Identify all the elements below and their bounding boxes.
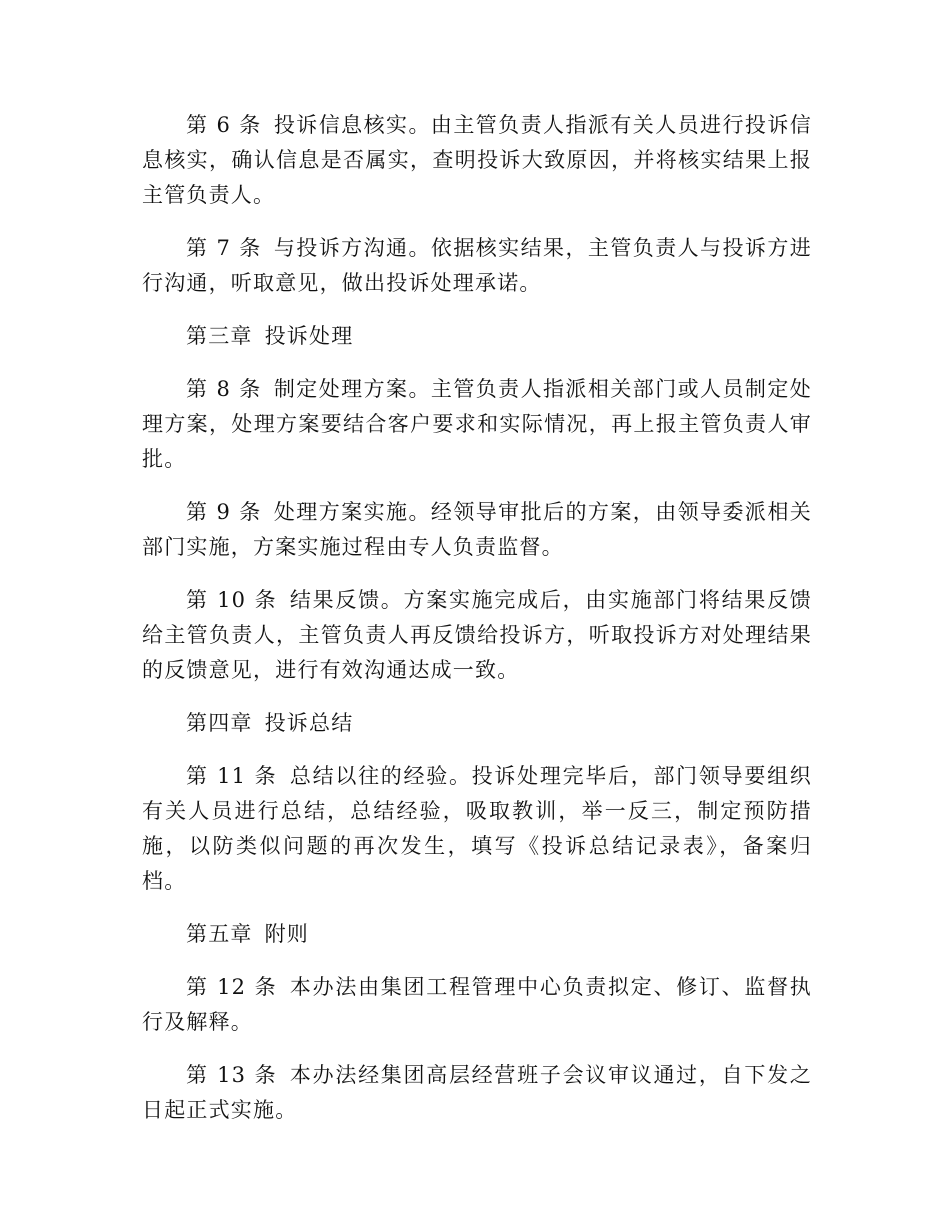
article-11: [142, 759, 812, 899]
article-10: [142, 583, 812, 688]
article-12: [142, 970, 812, 1040]
chapter-3-heading: [142, 319, 812, 354]
chapter-5-heading: [142, 917, 812, 952]
article-text: 本办法由集团工程管理中心负责拟定、修订、监督执行及解释。: [142, 975, 812, 1034]
chapter-label: 第三章: [186, 324, 253, 348]
article-label: 第 13 条: [186, 1063, 278, 1087]
article-label: 第 9 条: [186, 500, 262, 524]
article-label: 第 12 条: [186, 975, 278, 999]
article-8: [142, 372, 812, 477]
article-text: 处理方案实施。经领导审批后的方案，由领导委派相关部门实施，方案实施过程由专人负责监督。: [142, 500, 812, 559]
article-label: 第 7 条: [186, 236, 262, 260]
article-6: [142, 108, 812, 213]
chapter-title: 附则: [264, 922, 310, 946]
article-label: 第 8 条: [186, 377, 262, 401]
chapter-title: 投诉总结: [264, 711, 354, 735]
article-text: 投诉信息核实。由主管负责人指派有关人员进行投诉信息核实，确认信息是否属实，查明投诉大致原因，并将核实结果上报主管负责人。: [142, 113, 812, 207]
chapter-label: 第五章: [186, 922, 253, 946]
article-label: 第 6 条: [186, 113, 262, 137]
article-text: 结果反馈。方案实施完成后，由实施部门将结果反馈给主管负责人，主管负责人再反馈给投诉方，听取投诉方对处理结果的反馈意见，进行有效沟通达成一致。: [142, 588, 812, 682]
article-text: 本办法经集团高层经营班子会议审议通过，自下发之日起正式实施。: [142, 1063, 812, 1122]
article-7: [142, 231, 812, 301]
article-label: 第 10 条: [186, 588, 278, 612]
article-text: 与投诉方沟通。依据核实结果，主管负责人与投诉方进行沟通，听取意见，做出投诉处理承诺。: [142, 236, 812, 295]
chapter-4-heading: [142, 706, 812, 741]
article-label: 第 11 条: [186, 764, 278, 788]
chapter-title: 投诉处理: [264, 324, 354, 348]
chapter-label: 第四章: [186, 711, 253, 735]
article-text: 总结以往的经验。投诉处理完毕后，部门领导要组织有关人员进行总结，总结经验，吸取教训，举一反三，制定预防措施，以防类似问题的再次发生，填写《投诉总结记录表》，备案归档。: [142, 764, 812, 893]
document-body: [142, 108, 812, 1146]
article-13: [142, 1058, 812, 1128]
article-text: 制定处理方案。主管负责人指派相关部门或人员制定处理方案，处理方案要结合客户要求和实际情况，再上报主管负责人审批。: [142, 377, 812, 471]
article-9: [142, 495, 812, 565]
